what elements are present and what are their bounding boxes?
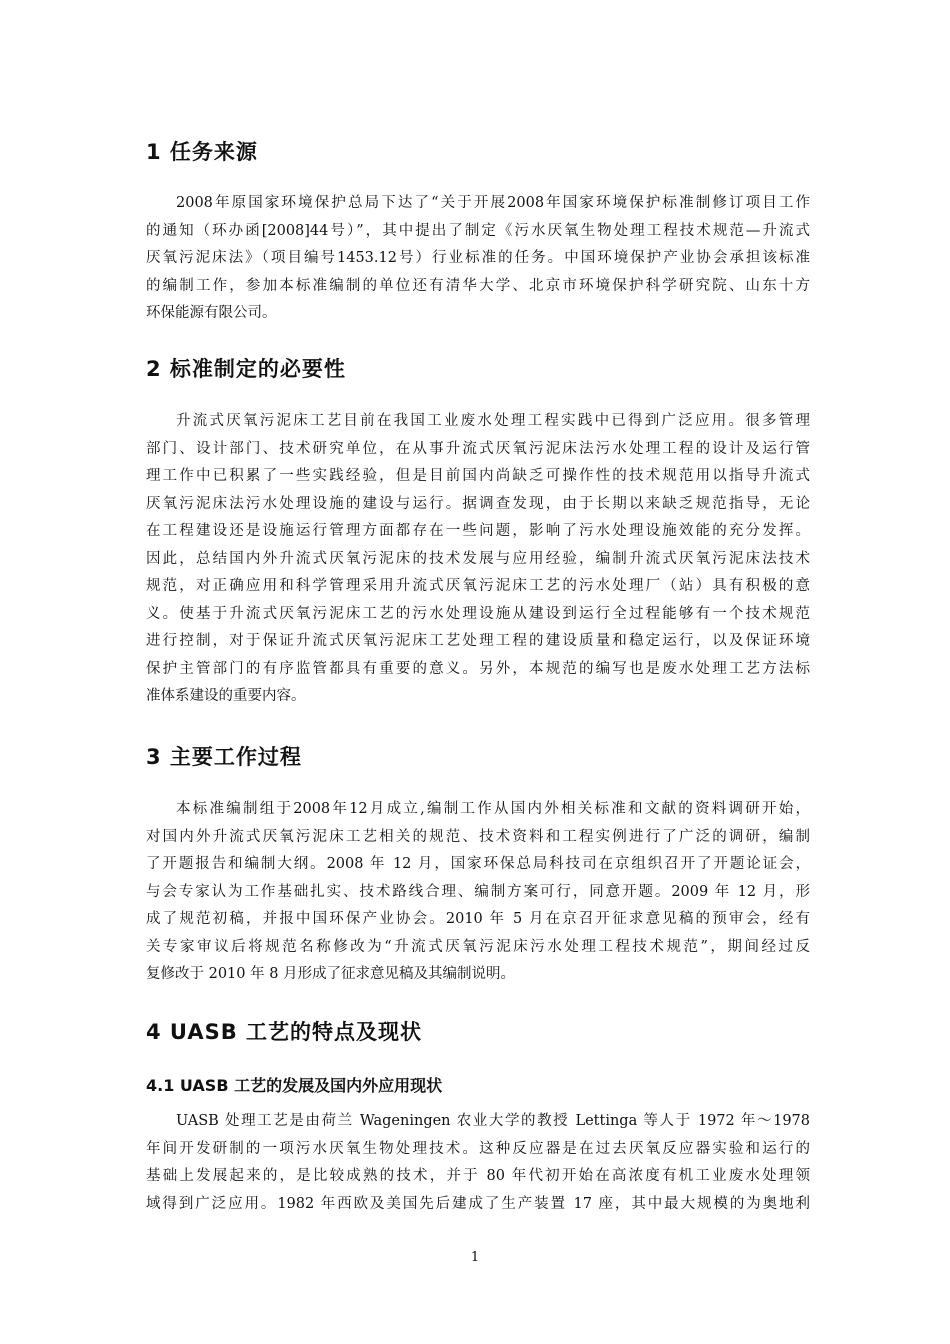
subsection-heading-4-1: 4.1 UASB 工艺的发展及国内外应用现状 — [146, 1076, 443, 1095]
paragraph-line: 成了规范初稿，并报中国环保产业协会。2010 年 5 月在京召开征求意见稿的预审会，经有 — [146, 911, 810, 927]
section-3-paragraph — [146, 796, 810, 989]
paragraph-line: 基础上发展起来的，是比较成熟的技术，并于 80 年代初开始在高浓度有机工业废水处理领 — [146, 1168, 810, 1184]
section-heading-2: 2 标准制定的必要性 — [146, 357, 346, 381]
paragraph-line: 年间开发研制的一项污水厌氧生物处理技术。这种反应器是在过去厌氧反应器实验和运行的 — [146, 1140, 810, 1157]
paragraph-line: 的通知（环办函[2008]44号）”，其中提出了制定《污水厌氧生物处理工程技术规范—升流式 — [146, 222, 810, 239]
paragraph-line: 2008年原国家环境保护总局下达了“关于开展2008年国家环境保护标准制修订项目工作 — [176, 195, 810, 211]
paragraph-line: 义。使基于升流式厌氧污泥床工艺的污水处理设施从建设到运行全过程能够有一个技术规范 — [146, 605, 810, 622]
paragraph-line: 厌氧污泥床法污水处理设施的建设与运行。据调查发现，由于长期以来缺乏规范指导，无论 — [146, 495, 810, 512]
paragraph-line: UASB 处理工艺是由荷兰 Wageningen 农业大学的教授 Lettinga 等人于 1972 年～1978 — [176, 1113, 810, 1129]
paragraph-line: 了开题报告和编制大纲。2008 年 12 月，国家环保总局科技司在京组织召开了开题论证会， — [146, 856, 810, 872]
paragraph-line: 规范，对正确应用和科学管理采用升流式厌氧污泥床工艺的污水处理厂（站）具有积极的意 — [146, 578, 810, 594]
paragraph-line: 环保能源有限公司。 — [146, 305, 277, 321]
section-heading-3: 3 主要工作过程 — [146, 745, 302, 769]
paragraph-line: 复修改于 2010 年 8 月形成了征求意见稿及其编制说明。 — [146, 966, 516, 982]
section-2-paragraph — [146, 408, 810, 711]
paragraph-line: 升流式厌氧污泥床工艺目前在我国工业废水处理工程实践中已得到广泛应用。很多管理 — [176, 413, 810, 429]
paragraph-line: 进行控制，对于保证升流式厌氧污泥床工艺处理工程的建设质量和稳定运行，以及保证环境 — [146, 633, 810, 649]
paragraph-line: 保护主管部门的有序监管都具有重要的意义。另外，本规范的编写也是废水处理工艺方法标 — [146, 660, 810, 677]
paragraph-line: 厌氧污泥床法》（项目编号1453.12号）行业标准的任务。中国环境保护产业协会承担该标准 — [146, 250, 810, 266]
page-number: 1 — [470, 1250, 480, 1265]
paragraph-line: 域得到广泛应用。1982 年西欧及美国先后建成了生产装置 17 座，其中最大规模的为奥地利 — [146, 1195, 810, 1212]
section-4-1-paragraph — [146, 1108, 810, 1218]
paragraph-line: 因此，总结国内外升流式厌氧污泥床的技术发展与应用经验，编制升流式厌氧污泥床法技术 — [146, 550, 810, 567]
paragraph-line: 理工作中已积累了一些实践经验，但是目前国内尚缺乏可操作性的技术规范用以指导升流式 — [146, 468, 810, 484]
paragraph-line: 对国内外升流式厌氧污泥床工艺相关的规范、技术资料和工程实例进行了广泛的调研，编制 — [146, 828, 810, 845]
section-heading-4: 4 UASB 工艺的特点及现状 — [146, 1020, 423, 1044]
paragraph-line: 准体系建设的重要内容。 — [146, 688, 306, 704]
section-1-paragraph — [146, 190, 810, 328]
paragraph-line: 关专家审议后将规范名称修改为“升流式厌氧污泥床污水处理工程技术规范”，期间经过反 — [146, 938, 810, 955]
paragraph-line: 的编制工作，参加本标准编制的单位还有清华大学、北京市环境保护科学研究院、山东十方 — [146, 277, 810, 294]
paragraph-line: 本标准编制组于2008年12月成立,编制工作从国内外相关标准和文献的资料调研开始， — [176, 801, 810, 817]
paragraph-line: 部门、设计部门、技术研究单位，在从事升流式厌氧污泥床法污水处理工程的设计及运行管 — [146, 440, 810, 457]
section-heading-1: 1 任务来源 — [146, 140, 258, 164]
paragraph-line: 与会专家认为工作基础扎实、技术路线合理、编制方案可行，同意开题。2009 年 12 月，形 — [146, 883, 810, 900]
paragraph-line: 在工程建设还是设施运行管理方面都存在一些问题，影响了污水处理设施效能的充分发挥。 — [146, 523, 810, 539]
